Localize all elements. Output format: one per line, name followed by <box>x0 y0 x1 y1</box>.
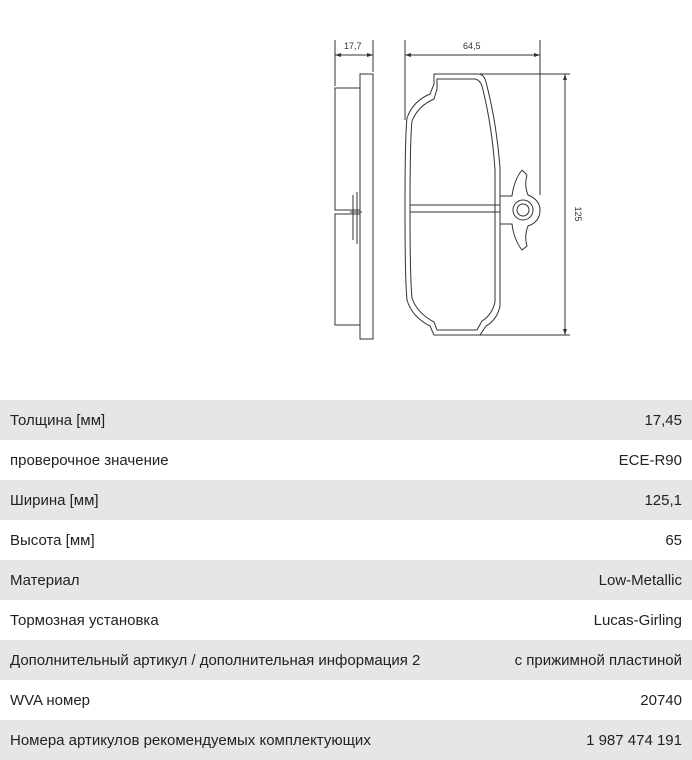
spec-value: Lucas-Girling <box>593 611 682 629</box>
dimension-label-width: 64,5 <box>463 41 481 51</box>
spec-label: Материал <box>10 571 80 589</box>
spec-row-recommended-parts <box>0 720 692 760</box>
spec-value: 65 <box>665 531 682 549</box>
spec-label: Толщина [мм] <box>10 411 106 429</box>
spec-row-test-mark <box>0 440 692 480</box>
spec-label: Номера артикулов рекомендуемых комплектующих <box>10 731 371 749</box>
spec-value: ECE-R90 <box>618 451 682 469</box>
spec-value: 125,1 <box>644 491 682 509</box>
spec-label: Тормозная установка <box>10 611 159 629</box>
spec-label: Высота [мм] <box>10 531 95 549</box>
spec-label: WVA номер <box>10 691 91 709</box>
spring-clip <box>500 170 540 250</box>
spec-row-additional-info <box>0 640 692 680</box>
spec-label: Ширина [мм] <box>10 491 99 509</box>
spec-table <box>0 400 692 760</box>
spec-row-thickness <box>0 400 692 440</box>
clip-ring-inner <box>517 204 529 216</box>
spec-row-height <box>0 520 692 560</box>
spec-value: Low-Metallic <box>598 571 682 589</box>
spec-label: Дополнительный артикул / дополнительная информация 2 <box>10 651 421 669</box>
spec-row-width <box>0 480 692 520</box>
clip-ring-outer <box>513 200 533 220</box>
spec-row-brake-system <box>0 600 692 640</box>
dimension-label-thickness: 17,7 <box>344 41 362 51</box>
spec-value: 20740 <box>640 691 682 709</box>
spec-value: с прижимной пластиной <box>514 651 682 669</box>
spec-value: 1 987 474 191 <box>586 731 682 749</box>
spec-row-material <box>0 560 692 600</box>
spec-value: 17,45 <box>644 411 682 429</box>
side-view-friction-upper <box>335 88 360 210</box>
spec-label: проверочное значение <box>10 451 169 469</box>
spec-row-wva-number <box>0 680 692 720</box>
side-view-friction-lower <box>335 214 360 325</box>
dimension-label-height: 125 <box>573 206 583 222</box>
side-view-backing-plate <box>360 74 373 339</box>
